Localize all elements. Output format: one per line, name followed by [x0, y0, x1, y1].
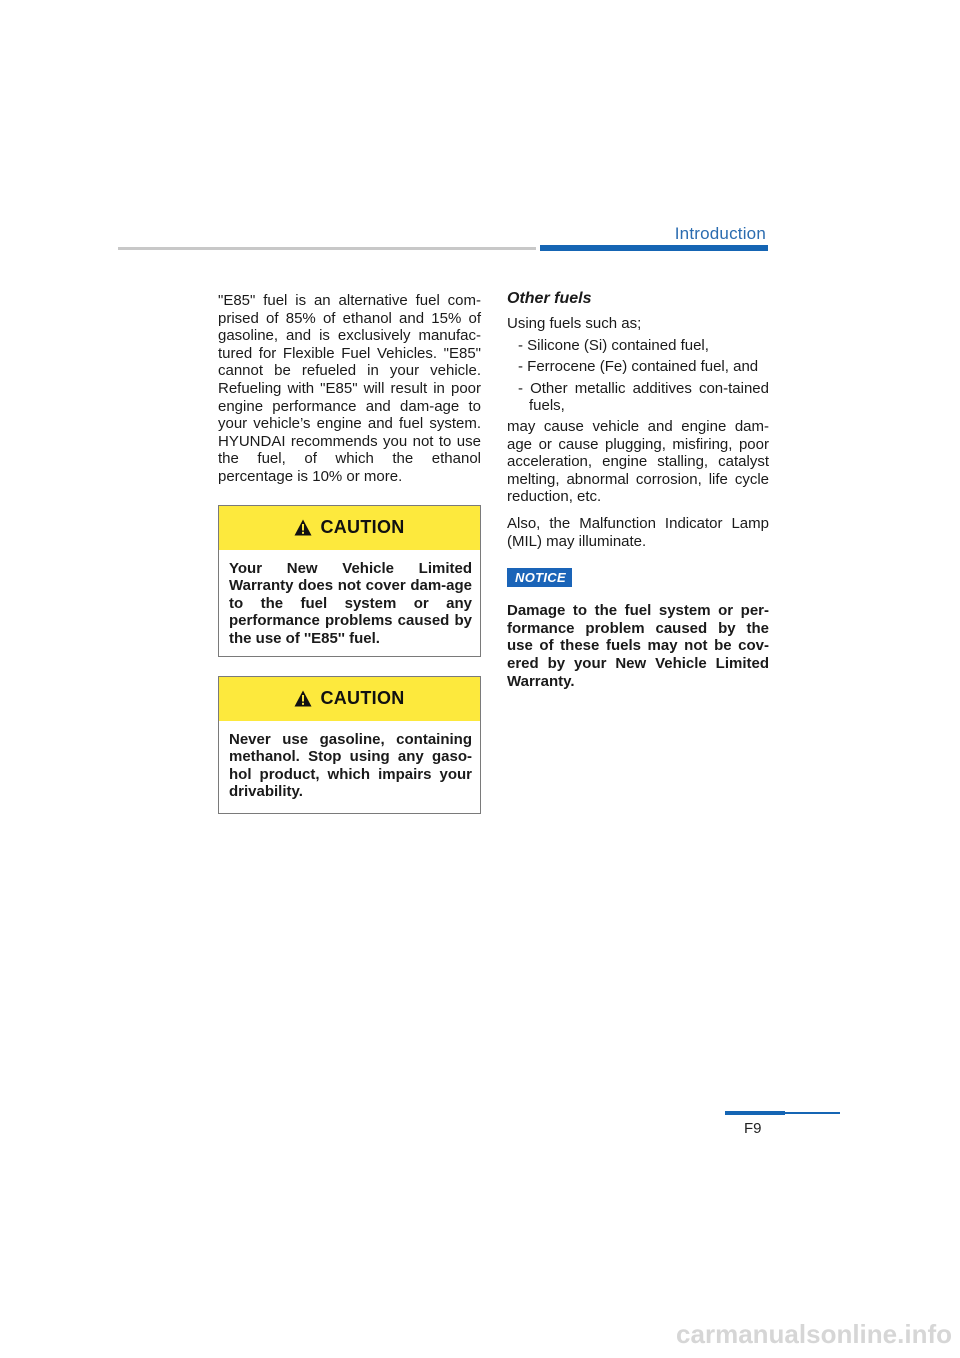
- warning-triangle-icon: [294, 519, 312, 536]
- caution-box-methanol: [218, 676, 481, 814]
- notice-badge: NOTICE: [507, 568, 572, 587]
- header-rule-gray: [118, 247, 536, 250]
- engine-damage-paragraph: may cause vehicle and engine dam-age or cause plugging, misfiring, poor acceleration, engine stalling, catalyst melting, abnormal corrosion, life cycle reduction, etc.: [507, 417, 769, 506]
- other-fuels-heading: Other fuels: [507, 290, 592, 307]
- caution-label: CAUTION: [320, 517, 405, 538]
- caution-header: [219, 677, 480, 721]
- list-item: - Other metallic additives con-tained fuels,: [518, 379, 769, 415]
- notice-text: Damage to the fuel system or per-formance problem caused by the use of these fuels may not be cov-ered by your New Vehicle Limited Warranty.: [507, 602, 769, 690]
- header-rule-blue: [540, 245, 768, 251]
- footer-rule-thin: [785, 1112, 840, 1114]
- fuels-intro: Using fuels such as;: [507, 315, 642, 332]
- fuel-list: [507, 337, 769, 415]
- caution-box-e85: [218, 505, 481, 657]
- caution-header: [219, 506, 480, 550]
- left-column: [218, 292, 481, 814]
- caution-label: CAUTION: [320, 688, 405, 708]
- caution-text: Your New Vehicle Limited Warranty does not cover dam-age to the fuel system or any performance problems caused by the use of ''E85'' fuel.: [229, 559, 472, 647]
- e85-paragraph: "E85" fuel is an alternative fuel com-prised of 85% of ethanol and 15% of gasoline, and is exclusively manufac-tured for Flexible Fuel Vehicles. "E85" cannot be refueled in your vehicle. Refueling with "E85" will result in poor engine performance and dam-age to your vehicle’s engine and fuel system. HYUNDAI recommends you not to use the fuel, of which the ethanol percentage is 10% or more.: [218, 292, 481, 485]
- mil-paragraph: Also, the Malfunction Indicator Lamp (MIL) may illuminate.: [507, 514, 769, 550]
- section-title: Introduction: [674, 224, 766, 243]
- page-number: F9: [744, 1120, 762, 1137]
- footer-rule-blue: [725, 1111, 785, 1115]
- warning-triangle-icon: [294, 690, 312, 707]
- list-item: - Ferrocene (Fe) contained fuel, and: [518, 358, 759, 376]
- right-column: [507, 290, 769, 690]
- watermark-text: carmanualsonline.info: [676, 1319, 952, 1349]
- caution-text: Never use gasoline, containing methanol. Stop using any gaso-hol product, which impairs your drivability.: [229, 730, 472, 801]
- list-item: - Silicone (Si) contained fuel,: [518, 336, 709, 354]
- notice-block: [507, 568, 769, 690]
